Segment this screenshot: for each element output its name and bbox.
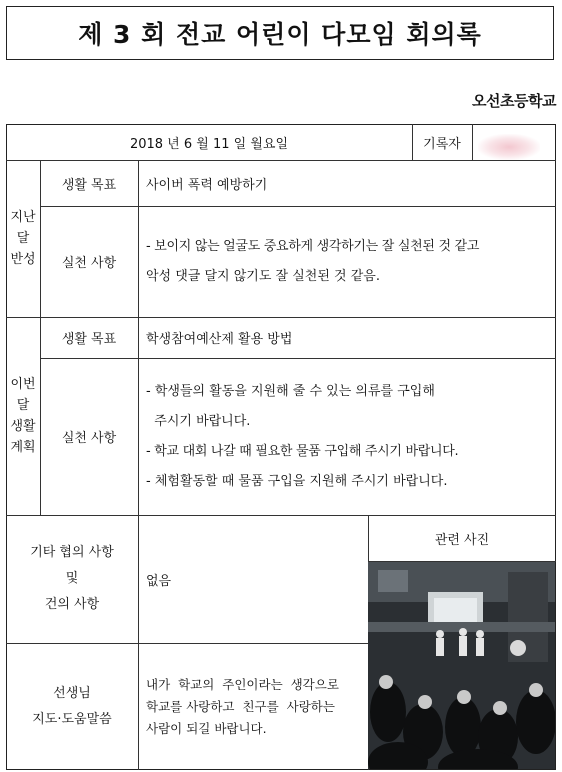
practice-line: - 체험활동할 때 물품 구입을 지원해 주시기 바랍니다. bbox=[146, 473, 448, 489]
this-goal-label: 생활 목표 bbox=[61, 332, 117, 347]
other-items-value: 없음 bbox=[146, 573, 172, 589]
last-goal-label: 생활 목표 bbox=[61, 177, 117, 193]
last-practice-label: 실천 사항 bbox=[61, 256, 117, 271]
practice-line: - 학생들의 활동을 지원해 줄 수 있는 의류를 구입해 bbox=[146, 383, 435, 399]
comment-line: 학교를 사랑하고 친구를 사랑하는 bbox=[146, 698, 335, 714]
photo-label: 관련 사진 bbox=[434, 532, 490, 548]
document-title-box bbox=[6, 6, 554, 60]
practice-line: 악성 댓글 달지 않기도 잘 실천된 것 같음. bbox=[146, 268, 380, 284]
col-divider bbox=[138, 160, 139, 770]
other-items-label: 기타 협의 사항 및 건의 사항 bbox=[30, 545, 114, 612]
comment-line: 내가 학교의 주인이라는 생각으로 bbox=[146, 676, 339, 692]
teacher-comment-label: 선생님 지도·도움말씀 bbox=[32, 685, 112, 727]
meeting-date: 2018 년 6 월 11 일 월요일 bbox=[129, 136, 289, 152]
col-divider bbox=[472, 124, 473, 160]
recorder-label: 기록자 bbox=[423, 136, 461, 152]
this-practice-content bbox=[146, 358, 556, 515]
school-name: 오선초등학교 bbox=[472, 92, 556, 110]
last-month-section-label: 지난 달 반성 bbox=[10, 210, 36, 267]
event-photo-graphic bbox=[368, 562, 555, 769]
recorder-signature-blurred bbox=[478, 134, 540, 160]
document-title: 제 3 회 전교 어린이 다모임 회의록 bbox=[78, 20, 482, 49]
this-month-section-label: 이번 달 생활 계획 bbox=[10, 377, 36, 455]
practice-line: - 보이지 않는 얼굴도 중요하게 생각하기는 잘 실천된 것 같고 bbox=[146, 238, 480, 254]
this-practice-label: 실천 사항 bbox=[61, 431, 117, 446]
last-practice-content bbox=[146, 206, 556, 317]
practice-line: 주시기 바랍니다. bbox=[146, 413, 251, 429]
teacher-comment-content bbox=[146, 643, 366, 770]
last-goal-value: 사이버 폭력 예방하기 bbox=[146, 177, 268, 193]
comment-line: 사람이 되길 바랍니다. bbox=[146, 720, 267, 736]
event-photo bbox=[368, 562, 555, 769]
this-goal-value: 학생참여예산제 활용 방법 bbox=[146, 332, 293, 347]
practice-line: - 학교 대회 나갈 때 필요한 물품 구입해 주시기 바랍니다. bbox=[146, 443, 459, 459]
